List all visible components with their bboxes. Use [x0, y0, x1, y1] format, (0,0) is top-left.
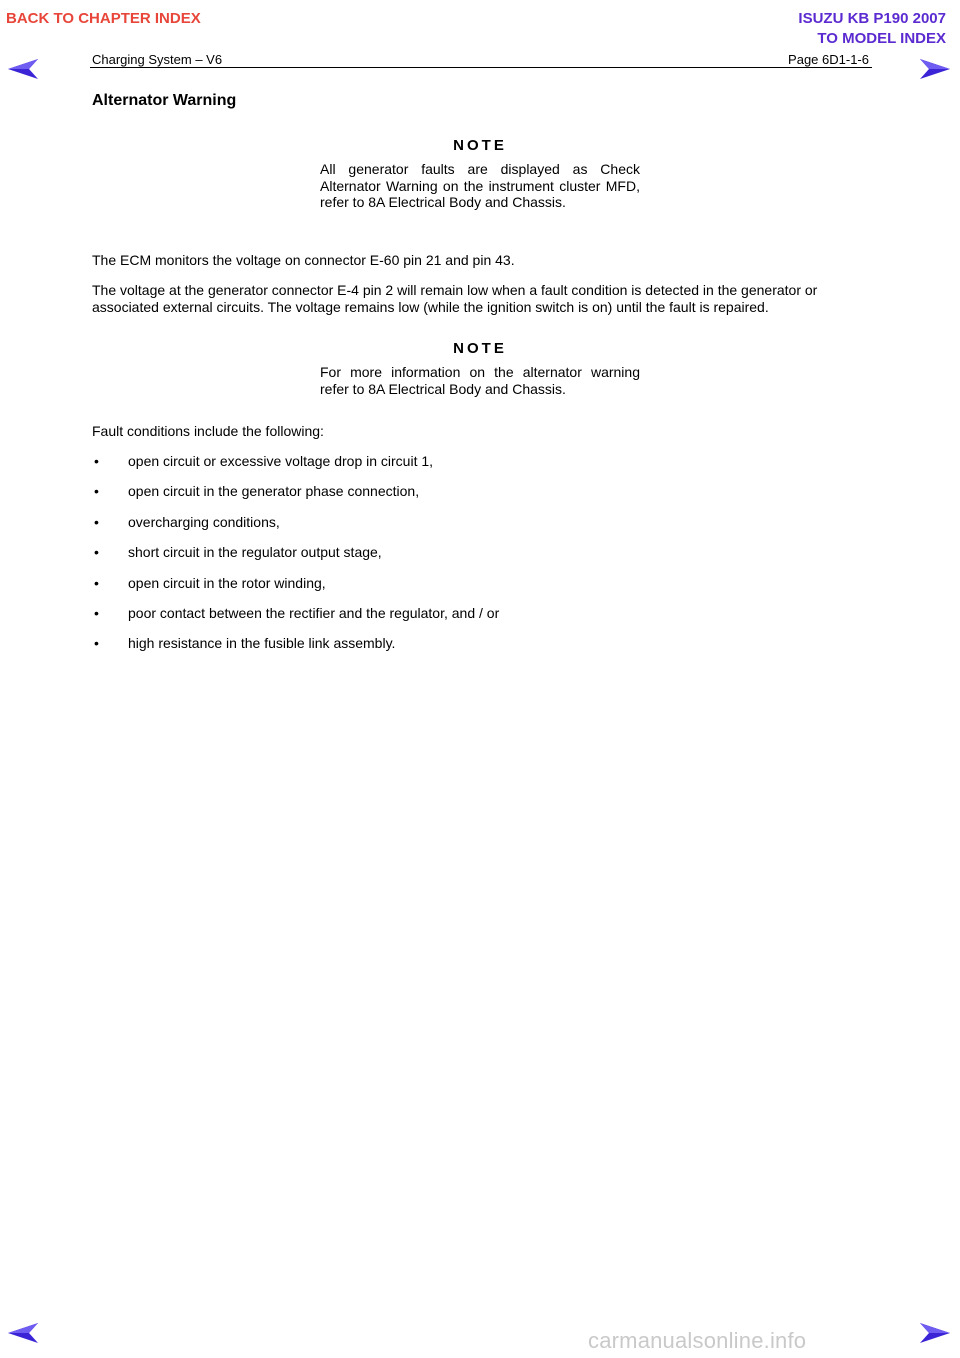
- to-model-index-link[interactable]: TO MODEL INDEX: [817, 30, 946, 47]
- bullet-icon: •: [94, 453, 99, 469]
- note-heading: NOTE: [453, 340, 507, 357]
- list-item: [92, 605, 499, 635]
- note-heading: NOTE: [453, 137, 507, 154]
- next-page-arrow-icon[interactable]: [920, 1323, 950, 1343]
- header-divider: [90, 67, 872, 68]
- bullet-icon: •: [94, 635, 99, 652]
- page-header-title: Charging System – V6: [92, 52, 223, 67]
- list-item: [92, 635, 499, 665]
- list-item-text: open circuit or excessive voltage drop in circuit 1,: [128, 453, 434, 469]
- body-paragraph: Fault conditions include the following:: [92, 423, 324, 439]
- list-item: [92, 453, 499, 483]
- list-item-text: poor contact between the rectifier and the regulator, and / or: [128, 604, 500, 621]
- section-title: Alternator Warning: [92, 92, 237, 109]
- bullet-icon: •: [94, 544, 99, 561]
- bullet-icon: •: [94, 483, 99, 500]
- bullet-icon: •: [94, 604, 99, 621]
- previous-page-arrow-icon[interactable]: [8, 59, 38, 79]
- note-body: For more information on the alternator warning refer to 8A Electrical Body and Chassis.: [320, 364, 640, 397]
- bullet-icon: •: [94, 513, 99, 530]
- back-to-chapter-index-link[interactable]: BACK TO CHAPTER INDEX: [6, 10, 201, 27]
- list-item-text: overcharging conditions,: [128, 513, 280, 530]
- list-item-text: open circuit in the generator phase connection,: [128, 483, 420, 500]
- list-item-text: high resistance in the fusible link assembly.: [128, 635, 396, 652]
- site-watermark: carmanualsonline.info: [588, 1328, 807, 1353]
- list-item-text: short circuit in the regulator output stage,: [128, 544, 382, 561]
- list-item: [92, 483, 499, 513]
- body-paragraph: The ECM monitors the voltage on connector E-60 pin 21 and pin 43.: [92, 252, 515, 268]
- list-item: [92, 575, 499, 605]
- page-number: Page 6D1-1-6: [788, 52, 869, 67]
- list-item-text: open circuit in the rotor winding,: [128, 574, 326, 591]
- bullet-icon: •: [94, 574, 99, 591]
- list-item: [92, 544, 499, 574]
- next-page-arrow-icon[interactable]: [920, 59, 950, 79]
- list-item: [92, 514, 499, 544]
- previous-page-arrow-icon[interactable]: [8, 1323, 38, 1343]
- note-body: All generator faults are displayed as Check Alternator Warning on the instrument cluster MFD, refer to 8A Electrical Body and Chassis.: [320, 161, 640, 210]
- body-paragraph: The voltage at the generator connector E-4 pin 2 will remain low when a fault condition is detected in the generator or associated external circuits. The voltage remains low (while the ignition switch is on) until the fault is repaired.: [92, 282, 818, 315]
- model-title-link[interactable]: ISUZU KB P190 2007: [798, 10, 946, 27]
- fault-conditions-list: [92, 453, 499, 666]
